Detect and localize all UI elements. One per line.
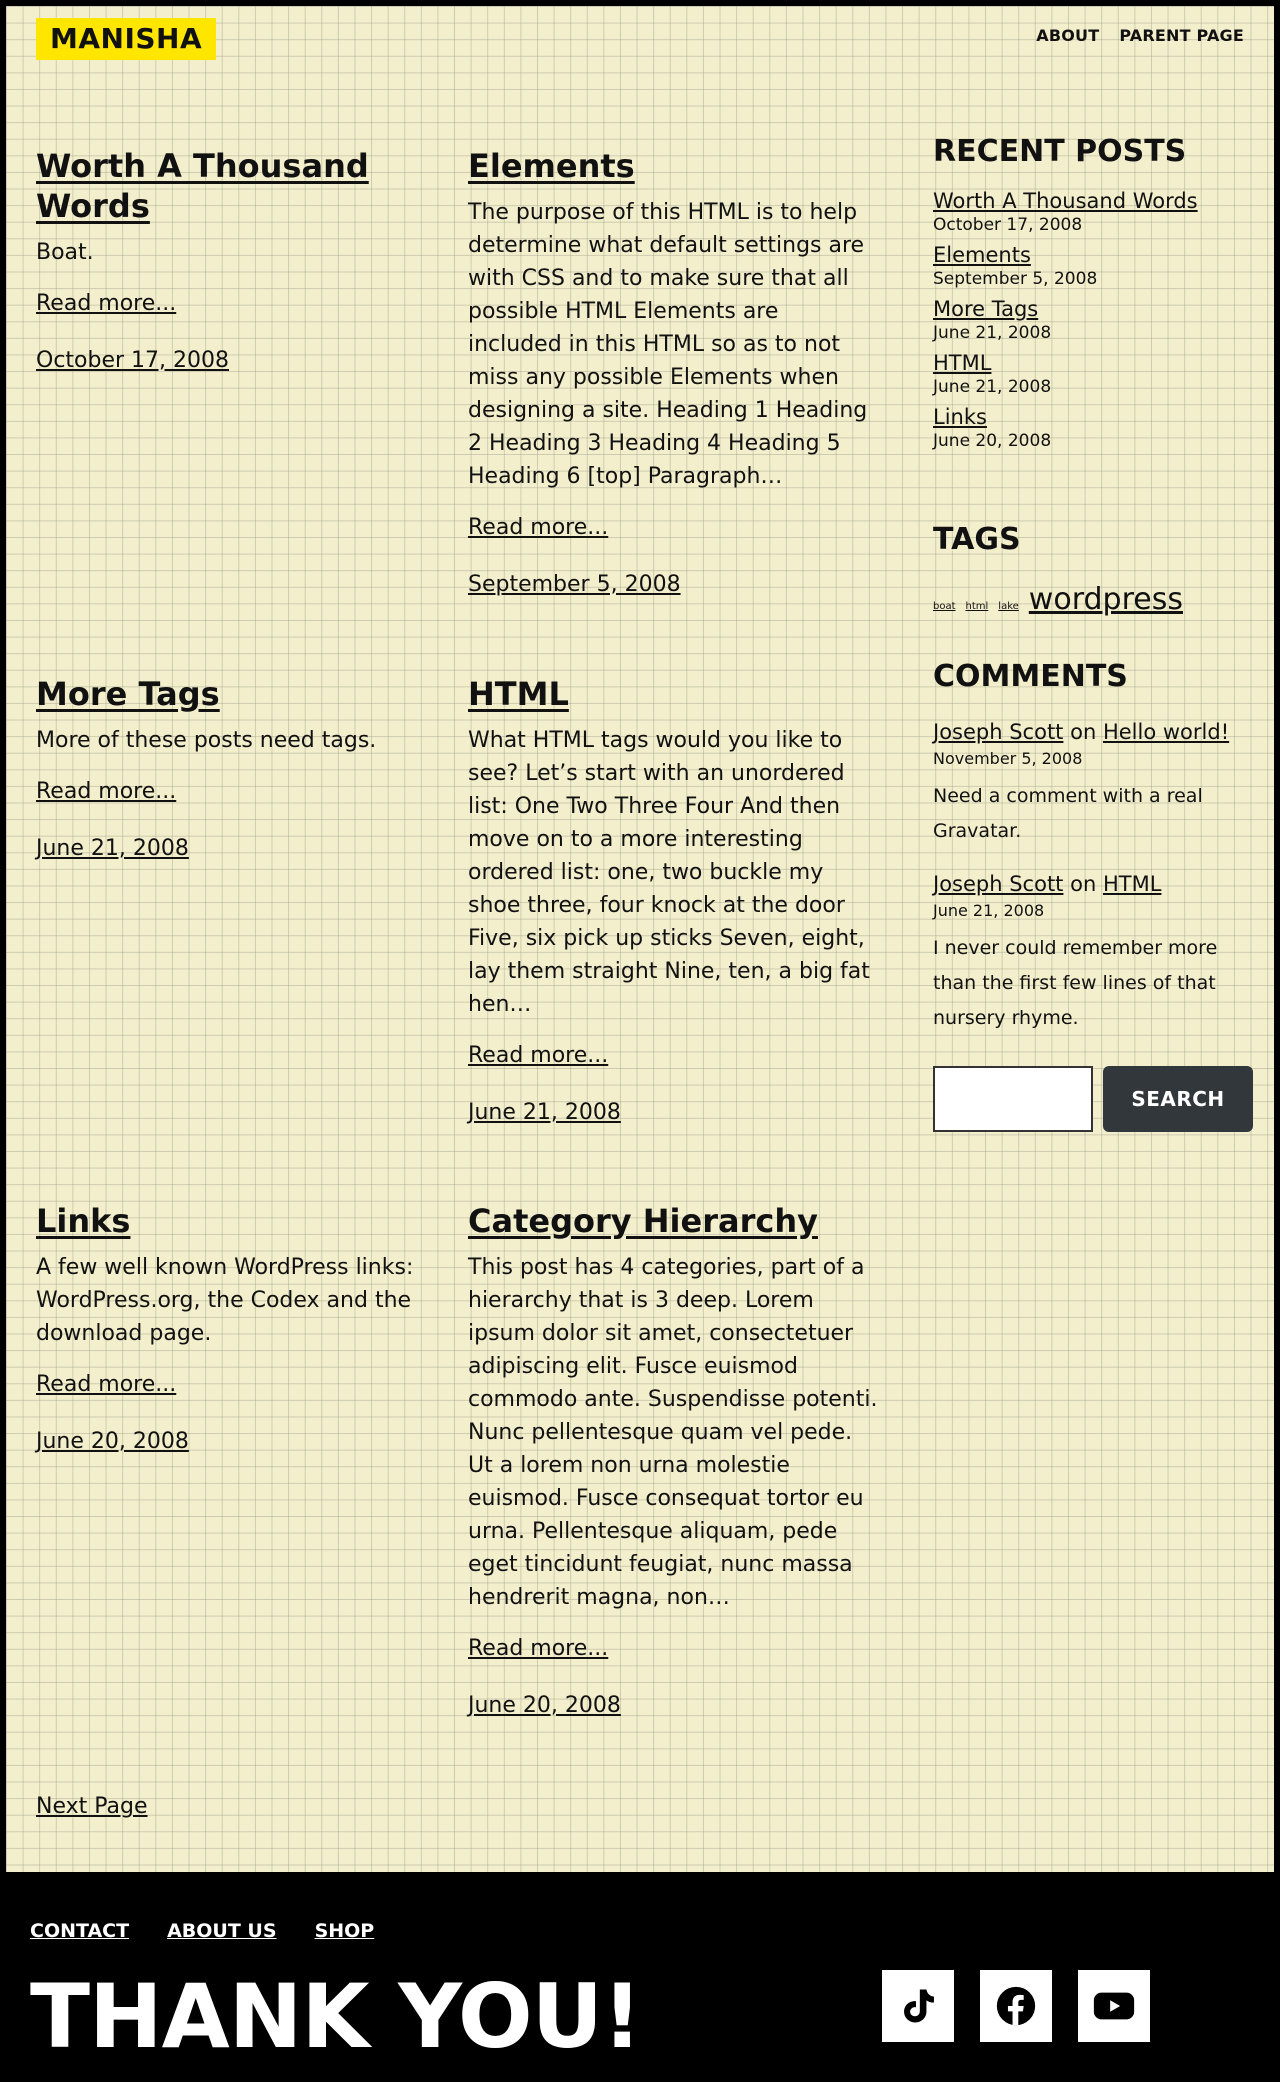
top-nav xyxy=(1036,26,1244,45)
comment-meta xyxy=(933,869,1258,899)
recent-post-link[interactable]: Links xyxy=(933,405,987,429)
read-more-link[interactable]: Read more... xyxy=(36,779,177,804)
social-links xyxy=(882,1970,1150,2042)
thank-you-heading: THANK YOU! xyxy=(30,1965,642,2068)
comments-heading: COMMENTS xyxy=(933,659,1128,694)
post-date[interactable]: June 20, 2008 xyxy=(468,1693,621,1718)
footer-nav-about-us[interactable]: ABOUT US xyxy=(167,1920,277,1942)
search-input[interactable] xyxy=(933,1066,1093,1132)
search-button[interactable]: SEARCH xyxy=(1103,1066,1253,1132)
post-card xyxy=(468,146,878,600)
post-date[interactable]: September 5, 2008 xyxy=(468,572,681,597)
post-excerpt: The purpose of this HTML is to help determine what default settings are with CSS and to make sure that all possible HTML Elements are included in this HTML so as to not miss any possible Elements when designing a site. Heading 1 Heading 2 Heading 3 Heading 4 Heading 5 Heading 6 [top] Paragraph… xyxy=(468,200,868,489)
footer-nav-shop[interactable]: SHOP xyxy=(314,1920,375,1942)
footer-nav xyxy=(30,1920,374,1942)
list-item xyxy=(933,296,1258,344)
search-form xyxy=(933,1066,1258,1132)
post-excerpt: More of these posts need tags. xyxy=(36,728,377,753)
post-title[interactable]: Category Hierarchy xyxy=(468,1202,818,1240)
list-item xyxy=(933,404,1258,452)
recent-post-date: June 21, 2008 xyxy=(933,377,1052,397)
nav-about[interactable]: ABOUT xyxy=(1036,26,1100,45)
list-item xyxy=(933,350,1258,398)
site-logo[interactable]: MANISHA xyxy=(36,18,216,60)
recent-post-date: June 21, 2008 xyxy=(933,323,1052,343)
comment-author-link[interactable]: Joseph Scott xyxy=(933,872,1064,896)
tag-wordpress[interactable]: wordpress xyxy=(1028,582,1183,617)
read-more-link[interactable]: Read more... xyxy=(36,1372,177,1397)
post-card xyxy=(468,674,878,1128)
recent-posts-heading: RECENT POSTS xyxy=(933,134,1187,169)
comment-on-text: on xyxy=(1070,720,1097,744)
nav-parent-page[interactable]: PARENT PAGE xyxy=(1119,26,1244,45)
recent-post-date: June 20, 2008 xyxy=(933,431,1052,451)
recent-post-date: October 17, 2008 xyxy=(933,215,1083,235)
tag-cloud xyxy=(933,582,1258,617)
tag-lake[interactable]: lake xyxy=(998,601,1019,612)
read-more-link[interactable]: Read more... xyxy=(468,515,609,540)
recent-post-link[interactable]: Worth A Thousand Words xyxy=(933,189,1198,213)
sidebar xyxy=(933,132,1258,1132)
comment-item xyxy=(933,869,1258,1036)
read-more-link[interactable]: Read more... xyxy=(468,1636,609,1661)
youtube-icon[interactable] xyxy=(1078,1970,1150,2042)
comment-post-link[interactable]: Hello world! xyxy=(1102,720,1230,744)
post-card xyxy=(468,1201,878,1721)
tag-boat[interactable]: boat xyxy=(933,601,956,612)
post-card xyxy=(36,674,426,864)
post-date[interactable]: October 17, 2008 xyxy=(36,348,230,373)
post-title[interactable]: Links xyxy=(36,1202,131,1240)
post-excerpt: Boat. xyxy=(36,240,94,265)
recent-posts-list xyxy=(933,188,1258,452)
read-more-link[interactable]: Read more... xyxy=(468,1043,609,1068)
recent-post-link[interactable]: More Tags xyxy=(933,297,1039,321)
comment-post-link[interactable]: HTML xyxy=(1102,872,1162,896)
post-excerpt: A few well known WordPress links: WordPress.org, the Codex and the download page. xyxy=(36,1255,414,1346)
read-more-link[interactable]: Read more... xyxy=(36,291,177,316)
post-date[interactable]: June 21, 2008 xyxy=(36,836,189,861)
list-item xyxy=(933,188,1258,236)
comment-text: I never could remember more than the first few lines of that nursery rhyme. xyxy=(933,937,1218,1029)
site-footer xyxy=(0,1872,1280,2082)
post-title[interactable]: More Tags xyxy=(36,675,220,713)
facebook-icon[interactable] xyxy=(980,1970,1052,2042)
post-card xyxy=(36,146,426,376)
list-item xyxy=(933,242,1258,290)
comment-meta xyxy=(933,717,1258,747)
tag-html[interactable]: html xyxy=(965,601,989,612)
comment-text: Need a comment with a real Gravatar. xyxy=(933,785,1203,842)
post-excerpt: What HTML tags would you like to see? Let’s start with an unordered list: One Two Three Four And then move on to a more interesting ordered list: one, two buckle my shoe three, four knock at the door Five, six pick up sticks Seven, eight, lay them straight Nine, ten, a big fat hen… xyxy=(468,728,870,1017)
post-date[interactable]: June 20, 2008 xyxy=(36,1429,189,1454)
post-excerpt: This post has 4 categories, part of a hierarchy that is 3 deep. Lorem ipsum dolor sit amet, consectetuer adipiscing elit. Fusce euismod commodo ante. Suspendisse potenti. Nunc pellentesque quam vel pede. Ut a lorem non urna molestie euismod. Fusce consequat tortor eu urna. Pellentesque aliquam, pede eget tincidunt feugiat, nunc massa hendrerit magna, non… xyxy=(468,1255,878,1610)
post-date[interactable]: June 21, 2008 xyxy=(468,1100,621,1125)
post-title[interactable]: Worth A Thousand Words xyxy=(36,147,369,225)
tags-heading: TAGS xyxy=(933,522,1021,557)
footer-nav-contact[interactable]: CONTACT xyxy=(30,1920,130,1942)
recent-post-link[interactable]: Elements xyxy=(933,243,1031,267)
comment-date: June 21, 2008 xyxy=(933,901,1045,920)
comment-date: November 5, 2008 xyxy=(933,749,1083,768)
comment-on-text: on xyxy=(1070,872,1097,896)
post-title[interactable]: Elements xyxy=(468,147,635,185)
recent-post-link[interactable]: HTML xyxy=(933,351,992,375)
recent-post-date: September 5, 2008 xyxy=(933,269,1098,289)
comment-item xyxy=(933,717,1258,849)
post-card xyxy=(36,1201,426,1457)
comment-author-link[interactable]: Joseph Scott xyxy=(933,720,1064,744)
post-title[interactable]: HTML xyxy=(468,675,569,713)
next-page-link[interactable]: Next Page xyxy=(36,1794,148,1819)
tiktok-icon[interactable] xyxy=(882,1970,954,2042)
